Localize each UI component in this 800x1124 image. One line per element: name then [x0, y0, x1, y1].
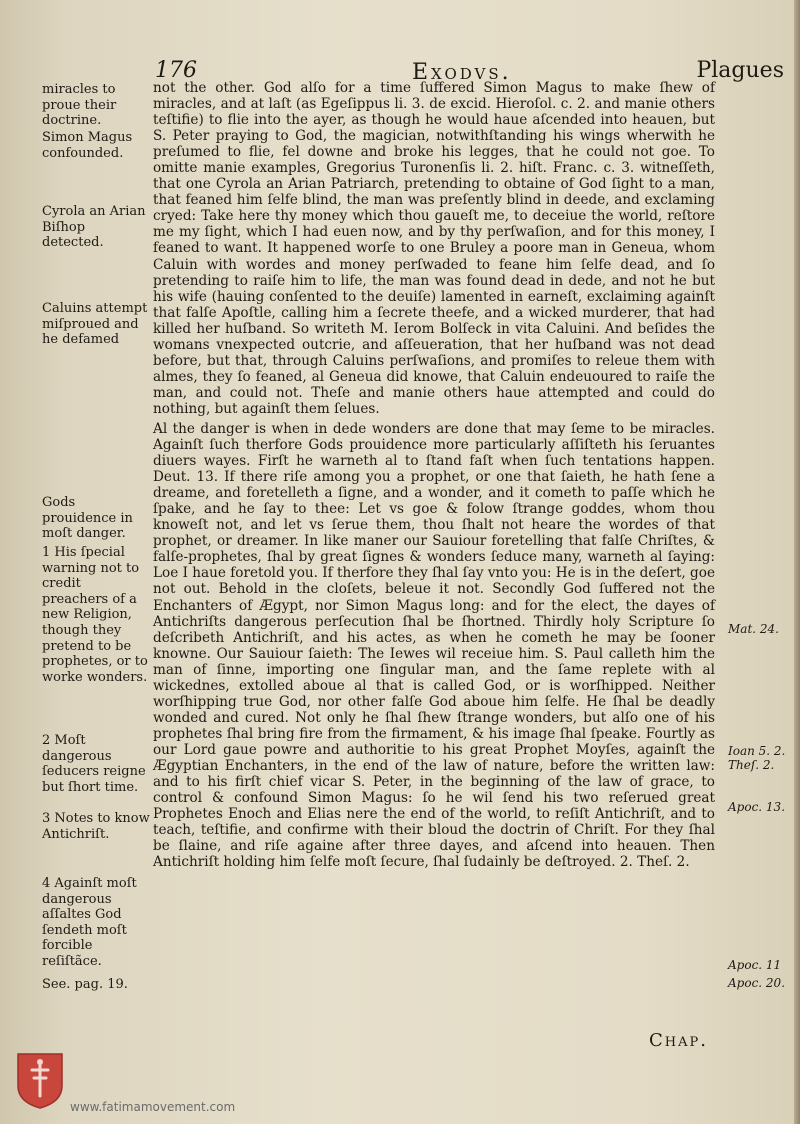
margin-note: miracles to proue their doctrine. — [42, 82, 117, 129]
page-number: 176 — [155, 58, 197, 83]
margin-note: 3 Notes to know Antichriſt. — [42, 811, 150, 842]
papal-seal-icon — [14, 1050, 66, 1110]
margin-note: See. pag. 19. — [42, 977, 128, 992]
catchword: Chap. — [649, 1030, 708, 1051]
margin-note: 4 Againſt moſt dangerous aſſaltes God ſendeth moſt forcible reſiſtãce. — [42, 876, 137, 969]
margin-reference: Apoc. 20. — [728, 976, 786, 990]
margin-reference: Apoc. 11 — [728, 958, 782, 972]
margin-reference: Apoc. 13. — [728, 800, 786, 814]
margin-note: Simon Magus confounded. — [42, 130, 133, 161]
margin-reference: Mat. 24. — [728, 622, 779, 636]
running-topic: Plagues — [696, 58, 784, 83]
page-edge — [794, 0, 800, 1124]
watermark: www.fatimamovement.com — [70, 1100, 236, 1114]
paragraph-gods-providence: Al the danger is when in dede wonders are done that may ſeme to be miracles. Againſt ſuch therfore Gods prouidence more particularly aſſiſteth his ſeruantes diuers wayes. Firſt he warneth al to ſtand faſt when ſuch tentations happen. Deut. 13. If there riſe among you a prophet, or one that ſaieth, he hath ſene a dreame, and foretelleth a ſigne, and a wonder, and it cometh to paſſe which he ſpake, and he ſay to thee: Let vs goe & folow ſtrange goddes, whom thou knoweſt not, and let vs ſerue them, thou ſhalt not heare the wordes of that prophet, or dreamer. In like maner our Sauiour foretelling that falſe Chriſtes, & falſe-prophetes, ſhal by great ſignes & wonders ſeduce many, warneth al ſaying: Loe I haue foretold you. If therfore they ſhal ſay vnto you: He is in the deſert, goe not out. Behold in the cloſets, beleue it not. Secondly God ſuffered not the Enchanters of Ægypt, nor Simon Magus long: and for the elect, the dayes of Antichriſts dangerous perſecution ſhal be ſhortned. Thirdly holy Scripture ſo deſcribeth Antichriſt, and his actes, as when he cometh he may be ſooner knowne. Our Sauiour ſaieth: The Iewes wil receiue him. S. Paul calleth him the man of ſinne, importing one ſingular man, and the ſame replete with al wickednes, extolled aboue al that is called God, or is worſhipped. Neither worſhipping true God, nor other falſe God aboue him ſelfe. He ſhal be deadly wonded and cured. Not only he ſhal ſhew ſtrange wonders, but alſo one of his prophetes ſhal bring fire from the firmament, & his image ſhal ſpeake. Fourtly as our Lord gaue powre and authoritie to his great Prophet Moyſes, againſt the Ægyptian Enchanters, in the end of the law of nature, before the written law: and to his firſt chief vicar S. Peter, in the beginning of the law of grace, to control & confound Simon Magus: ſo he wil ſend his two reſerued great Prophetes Enoch and Elias nere the end of the world, to reſiſt Antichriſt, and to teach, teſtifie, and confirme with their bloud the doctrin of Chriſt. For they ſhal be ſlaine, and riſe againe after three dayes, and aſcend into heauen. Then Antichriſt holding him ſelfe moſt ſecure, ſhal ſudainly be deſtroyed. 2. Theſ. 2. — [153, 420, 715, 871]
running-title: Exodvs. — [412, 60, 512, 85]
margin-note: Caluins attempt miſproued and he defamed — [42, 301, 148, 348]
margin-note: 1 His ſpecial warning not to credit preachers of a new Religion, though they pretend to be prophetes, or to worke wonders. — [42, 545, 148, 685]
margin-reference: Ioan 5. 2. Theſ. 2. — [728, 744, 786, 772]
paragraph-miracles: not the other. God alſo for a time ſuffered Simon Magus to make ſhew of miracles, and at laſt (as Egeſippus li. 3. de excid. Hieroſol. c. 2. and manie others teſtifie) to flie into the ayer, as though he would haue aſcended into heauen, but S. Peter praying to God, the magician, notwithſtanding his wings wherwith he preſumed to flie, fel downe and broke his legges, that he could not goe. To omitte manie examples, Gregorius Turonenſis li. 2. hiſt. Franc. c. 3. witneſſeth, that one Cyrola an Arian Patriarch, pretending to obtaine of God ſight to a man, that feaned him ſelfe blind, the man was preſently blind in deede, and exclaming cryed: Take here thy money which thou gaueſt me, to deceiue the world, reſtore me my ſight, which I had euen now, and by thy perſwaſion, and for this money, I feaned to want. It happened worſe to one Bruley a poore man in Geneua, whom Caluin with wordes and money perſwaded to feane him ſelfe dead, and ſo pretending to raiſe him to life, the man was found dead in dede, and not he but his wife (hauing conſented to the deuiſe) lamented in earneſt, exclaiming againſt that falſe Apoſtle, calling him a ſecrete theefe, and a wicked murderer, that had killed her huſband. So writeth M. Ierom Bolſeck in vita Caluini. And beſides the womans vnexpected outcrie, and aſſeueration, that her huſband was not dead before, but that, through Caluins perſwaſions, and promiſes to releue them with almes, they ſo feaned, al Geneua did knowe, that Caluin endeuoured to raiſe the man, and could not. Theſe and manie others haue attempted and could do nothing, but againſt them ſelues. — [153, 80, 715, 417]
margin-note: Gods prouidence in moſt danger. — [42, 495, 133, 542]
margin-note: Cyrola an Arian Biſhop detected. — [42, 204, 146, 251]
margin-note: 2 Moſt dangerous ſeducers reigne but ſhort time. — [42, 733, 146, 795]
main-text-column — [153, 80, 715, 870]
